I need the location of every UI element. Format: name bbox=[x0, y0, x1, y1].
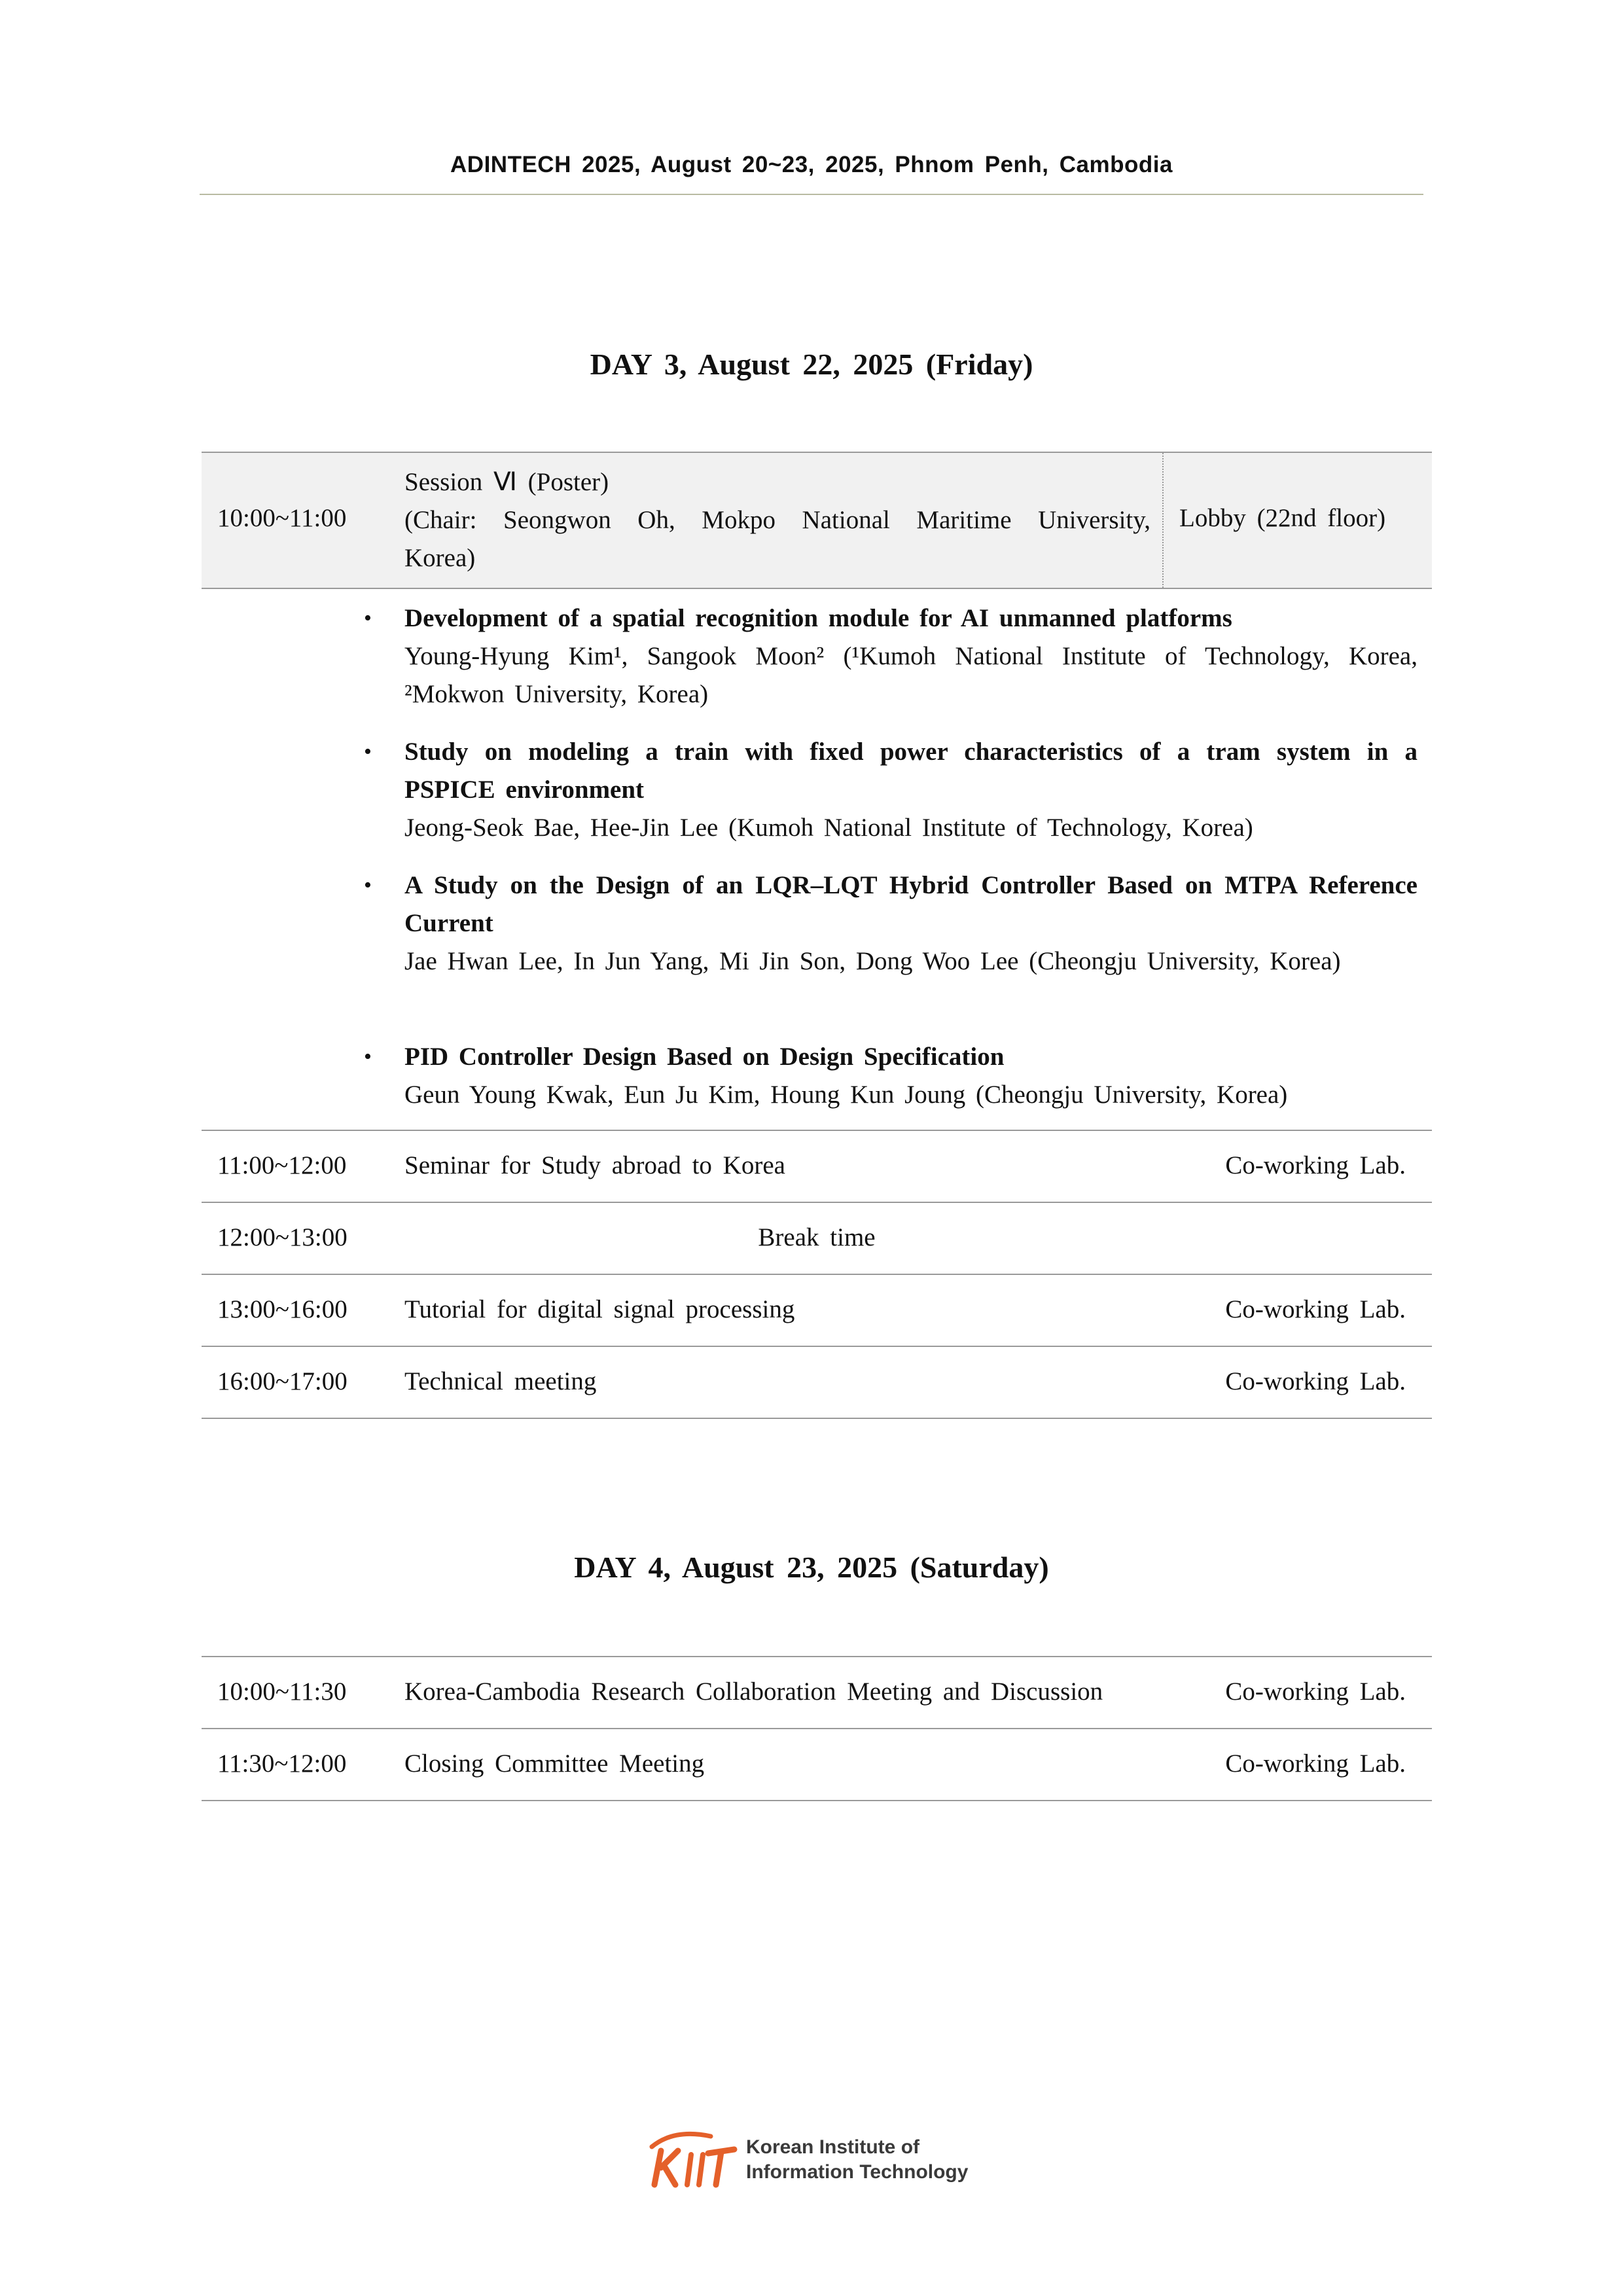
row-room: Co-working Lab. bbox=[1225, 1677, 1406, 1706]
session-room: Lobby (22nd floor) bbox=[1179, 504, 1386, 532]
paper-authors: Young-Hyung Kim¹, Sangook Moon² (¹Kumoh National Institute of Technology, Korea, ²Mokwon University, Korea) bbox=[404, 642, 1418, 708]
row-room: Co-working Lab. bbox=[1225, 1151, 1406, 1179]
paper-title: A Study on the Design of an LQR–LQT Hybrid Controller Based on MTPA Reference Current bbox=[404, 871, 1418, 937]
schedule-row bbox=[202, 1275, 1432, 1347]
paper-title: Study on modeling a train with fixed power characteristics of a tram system in a PSPICE environment bbox=[404, 738, 1418, 804]
bullet-icon: • bbox=[364, 1045, 372, 1069]
organization-name bbox=[746, 2135, 968, 2185]
schedule-row bbox=[202, 1203, 1432, 1275]
session-time: 10:00~11:00 bbox=[217, 504, 347, 532]
session-chair: (Chair: Seongwon Oh, Mokpo National Maritime University, bbox=[404, 506, 1150, 534]
session-chair-country: Korea) bbox=[404, 544, 476, 572]
paper-item bbox=[364, 867, 1418, 980]
running-header: ADINTECH 2025, August 20~23, 2025, Phnom Penh, Cambodia bbox=[450, 152, 1173, 177]
schedule-row bbox=[202, 1347, 1432, 1419]
day4-schedule-table bbox=[202, 1656, 1432, 1801]
row-room: Co-working Lab. bbox=[1225, 1295, 1406, 1323]
bullet-icon: • bbox=[364, 740, 372, 764]
paper-authors: Jeong-Seok Bae, Hee-Jin Lee (Kumoh National Institute of Technology, Korea) bbox=[404, 814, 1253, 842]
row-time: 11:00~12:00 bbox=[217, 1151, 347, 1179]
organization-name-line1: Korean Institute of bbox=[746, 2136, 920, 2158]
row-description: Tutorial for digital signal processing bbox=[404, 1295, 795, 1323]
bullet-icon: • bbox=[364, 873, 372, 897]
row-description: Closing Committee Meeting bbox=[404, 1749, 705, 1778]
row-description: Korea-Cambodia Research Collaboration Meeting and Discussion bbox=[404, 1677, 1103, 1706]
row-room: Co-working Lab. bbox=[1225, 1749, 1406, 1778]
schedule-row bbox=[202, 1131, 1432, 1203]
poster-paper-list bbox=[202, 589, 1432, 1131]
paper-item bbox=[364, 1038, 1418, 1114]
paper-item bbox=[364, 600, 1418, 713]
session-room-cell bbox=[1162, 453, 1432, 588]
row-time: 13:00~16:00 bbox=[217, 1295, 348, 1323]
session-title: Session Ⅵ (Poster) bbox=[404, 468, 609, 496]
schedule-row bbox=[202, 1657, 1432, 1729]
paper-title: PID Controller Design Based on Design Specification bbox=[404, 1043, 1005, 1071]
row-description: Break time bbox=[758, 1223, 876, 1251]
schedule-row bbox=[202, 1729, 1432, 1801]
paper-authors: Geun Young Kwak, Eun Ju Kim, Houng Kun Joung (Cheongju University, Korea) bbox=[404, 1081, 1288, 1109]
session-row bbox=[202, 452, 1432, 589]
row-room: Co-working Lab. bbox=[1225, 1367, 1406, 1395]
kiit-logo-icon bbox=[648, 2127, 740, 2193]
row-time: 10:00~11:30 bbox=[217, 1677, 347, 1706]
paper-authors: Jae Hwan Lee, In Jun Yang, Mi Jin Son, Dong Woo Lee (Cheongju University, Korea) bbox=[404, 947, 1341, 975]
row-time: 16:00~17:00 bbox=[217, 1367, 348, 1395]
paper-title: Development of a spatial recognition module for AI unmanned platforms bbox=[404, 604, 1232, 632]
row-time: 12:00~13:00 bbox=[217, 1223, 348, 1251]
paper-item bbox=[364, 733, 1418, 847]
day4-title: DAY 4, August 23, 2025 (Saturday) bbox=[574, 1551, 1049, 1584]
organization-name-line2: Information Technology bbox=[746, 2161, 969, 2183]
day3-title: DAY 3, August 22, 2025 (Friday) bbox=[590, 348, 1033, 381]
header-rule bbox=[200, 194, 1423, 195]
bullet-icon: • bbox=[364, 606, 372, 630]
session-description bbox=[404, 463, 1150, 577]
row-description: Technical meeting bbox=[404, 1367, 597, 1395]
day3-schedule-table bbox=[202, 452, 1432, 1419]
row-time: 11:30~12:00 bbox=[217, 1749, 347, 1778]
row-description: Seminar for Study abroad to Korea bbox=[404, 1151, 785, 1179]
